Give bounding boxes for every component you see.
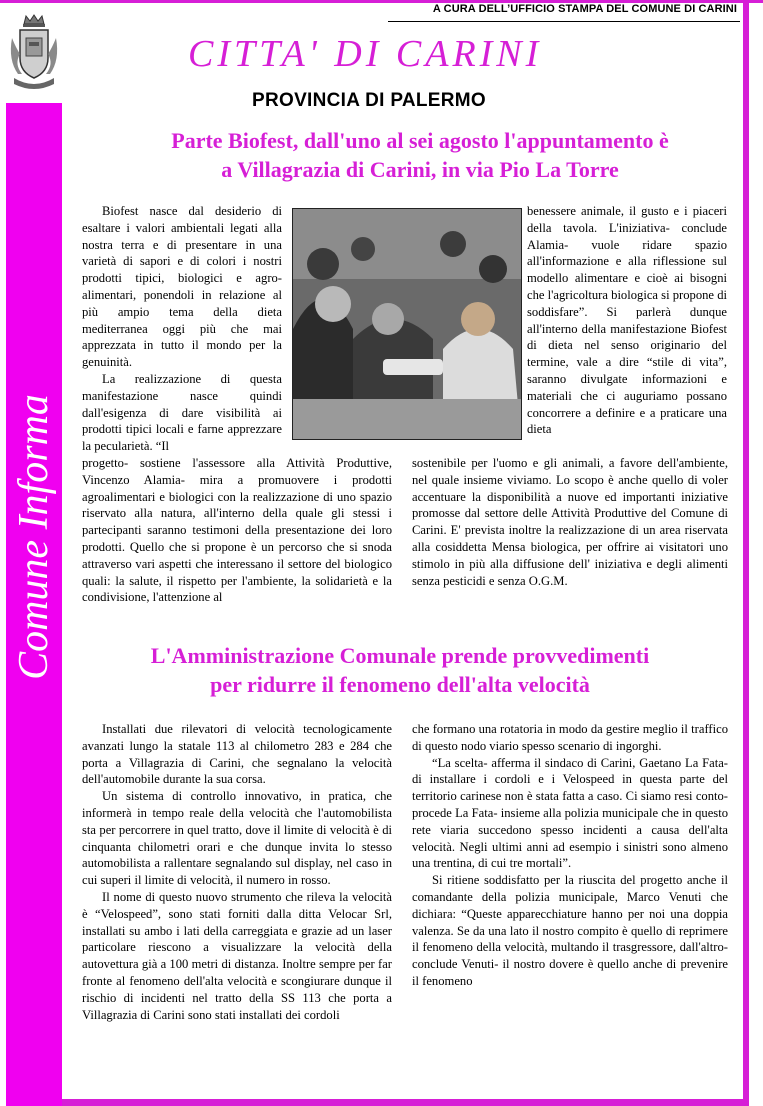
article1-headline-line2: a Villagrazia di Carini, in via Pio La Torre: [221, 157, 619, 182]
article1-paragraph: progetto- sostiene l'assessore alla Attività Produttive, Vincenzo Alamia- mira a promuovere i prodotti agroalimentari e biologici con la realizzazione di uno spazio riservato alla natura, all'interno della quale gli stessi i partecipanti saranno testimoni della presentazione dei loro prodotti. Quello che si propone è un percorso che si snoda attraverso vari aspetti che interessano il settore del biologico quali: la salute, il rispetto per l'ambiente, la solidarietà e la condivisione, l'attenzione al: [82, 456, 392, 605]
article2-headline-line1: L'Amministrazione Comunale prende provvedimenti: [150, 643, 650, 668]
article2-paragraph: Il nome di questo nuovo strumento che rileva la velocità è “Velospeed”, sono stati forniti dalla ditta Velocar Srl, installati su ambo i lati della carreggiata e grazie ad un laser particolare riescono a visualizzare la velocità della autovettura già a 100 metri di distanza. Inoltre sempre per far fronte al fenomeno dell'alta velocità e scongiurare dunque il rischio di incidenti nel tratto della SS 113 che porta a Villagrazia di Carini sono stati installati dei cordoli: [82, 889, 392, 1022]
article2-col-right: [412, 721, 728, 990]
article1-col-left-bottom: [82, 455, 392, 606]
article1-paragraph: Biofest nasce dal desiderio di esaltare i valori ambientali legati alla nostra terra e di presentare in una varietà di sapori e di colori i nostri prodotti tipici, biologici e agro- alimentari, ponendoli in relazione al più ampio tema della dieta mediterranea oggi più che mai apprezzata in tutto il mondo per la genuinità.: [82, 204, 282, 370]
article1-col-right-bottom: [412, 455, 728, 589]
article2-paragraph: “La scelta- afferma il sindaco di Carini, Gaetano La Fata- di installare i cordoli e i Velospeed in questa parte del territorio carinese non è stata fatta a caso. Ci siamo resi conto- procede La Fata- insieme alla polizia municipale che in questo rete viaria succedono spesso incidenti a causa dell'alta velocità. Negli ultimi anni ad esempio i sinistri sono almeno una trentina, di cui tre mortali”.: [412, 755, 728, 871]
article1-paragraph: La realizzazione di questa manifestazione nasce quindi dall'esigenza di dare visibilità ai prodotti tipici locali e farne apprezzare la pecularietà. “Il: [82, 371, 282, 454]
article1-col-left-top: [82, 203, 282, 455]
bottom-accent-bar: [62, 1099, 749, 1106]
article1-headline-line1: Parte Biofest, dall'uno al sei agosto l'appuntamento è: [171, 128, 669, 153]
article2-headline: [90, 641, 710, 699]
city-title: CITTA' DI CARINI: [188, 33, 543, 75]
article2-paragraph: Installati due rilevatori di velocità tecnologicamente avanzati lungo la statale 113 al chilometro 283 e 284 che porta a Villagrazia di Carini, che segnalano la velocità dell'automobile durante la sua corsa.: [82, 722, 392, 787]
province-label: PROVINCIA DI PALERMO: [252, 90, 487, 111]
header-rule: [388, 21, 740, 22]
sidebar-label: Comune Informa: [11, 394, 57, 680]
article2-paragraph: Un sistema di controllo innovativo, in pratica, che informerà in tempo reale della velocità che l'automobilista sta per percorrere in quel tratto, dove il limite di velocità è di cinquanta chilometri orari e che dunque invita lo stesso automobilista a rallentare segnalando sul display, nel caso in cui superi il limite di velocità, il numero in rosso.: [82, 789, 392, 888]
header-caption: A CURA DELL’UFFICIO STAMPA DEL COMUNE DI CARINI: [432, 3, 737, 15]
article2-paragraph: che formano una rotatoria in modo da gestire meglio il traffico di questo nodo viario spesso scenario di ingorghi.: [412, 722, 728, 753]
photo-illustration: [293, 209, 521, 439]
article1-col-right-top: [527, 203, 727, 438]
article1-paragraph: sostenibile per l'uomo e gli animali, a favore dell'ambiente, nel quale insieme viviamo. Lo scopo è anche quello di voler accentuare la disponibilità a nuove ed importanti iniziative promosse dal settore delle Attività Produttive del Comune di Carini. E' prevista inoltre la realizzazione di un area riservata alla cosiddetta Mensa biologica, per offrire ai visitatori uno stimolo in più alla diffusione dell' iniziativa e degli alimenti senza pesticidi e senza O.G.M.: [412, 456, 728, 588]
right-accent-bar: [743, 0, 749, 1106]
article2-paragraph: Si ritiene soddisfatto per la riuscita del progetto anche il comandante della polizia municipale, Marco Venuti che dichiara: “Queste apparecchiature hanno per noi una doppia valenza. Se da una lato il nostro compito è quello di reprimere il fenomeno della velocità, multando il trasgressore, dall'altro- conclude Venuti- il nostro dovere è quello anche di prevenire il fenomeno: [412, 873, 728, 988]
article2-headline-line2: per ridurre il fenomeno dell'alta velocità: [210, 672, 590, 697]
market-crowd-photo: [292, 208, 522, 440]
coat-of-arms-icon: [4, 14, 64, 94]
article1-headline: [110, 126, 730, 184]
article1-paragraph: benessere animale, il gusto e i piaceri della tavola. L'iniziativa- conclude Alamia- vuole ridare spazio all'informazione e alla riflessione sul modello alimentare e cioè ai bisogni che l'agricoltura biologica si propone di soddisfare”. Si parlerà dunque all'interno della manifestazione Biofest di dieta nel senso originario del termine, vale a dire “stile di vita”, saranno divulgate informazioni e materiali che ci auguriamo possano concorrere a definire e a praticare una dieta: [527, 204, 727, 437]
article2-col-left: [82, 721, 392, 1023]
